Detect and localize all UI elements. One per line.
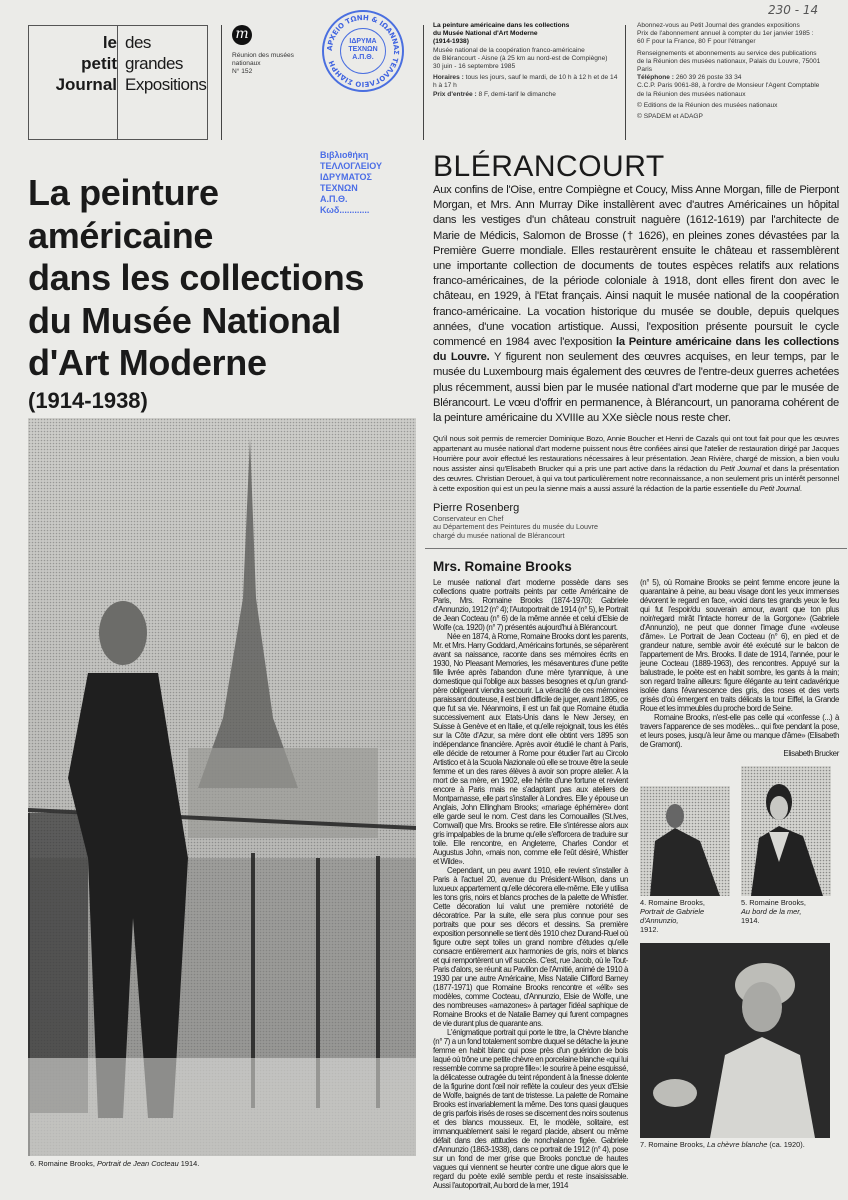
sub-line: C.C.P. Paris 9061-88, à l'ordre de Monsieur l'Agent Comptable — [637, 82, 820, 90]
article-columns — [433, 578, 839, 1190]
sub-line: Prix de l'abonnement annuel à compter du 1er janvier 1985 : — [637, 30, 814, 38]
exhibition-info — [433, 22, 621, 99]
caption-year: 1914. — [741, 916, 760, 926]
cocteau-portrait-image — [28, 418, 416, 1156]
dannunzio-portrait-image — [640, 786, 730, 896]
divider — [221, 25, 222, 140]
sub-line: Renseignements et abonnements au service des publications — [637, 49, 817, 57]
publisher-name: Réunion des musées nationaux — [232, 52, 294, 68]
title-line: dans les collections — [28, 257, 365, 298]
title-line: La peinture — [28, 172, 219, 213]
stamp-line: Α.Π.Θ. — [320, 194, 348, 204]
signature-line: au Département des Peintures du musée du Louvre — [433, 522, 599, 532]
article-paragraph: (n° 5), où Romaine Brooks se peint femme encore jeune la quarantaine à peine, au beau visage dont les yeux immenses dévorent le regard en face, «voici dans tes grands yeux le feu qui fut l'espoir/du souverain amour, avant que ton plus noir/regard mirât l'intacte horreur de la Gorgone» (Gabriele d'Annunzio), ne peut que donner l'image d'une «voleuse d'âme». Le Portrait de Jean Cocteau (n° 6), en pied et de grandeur nature, semble avoir été exécuté sur le balcon de l'appartement de Mrs. Brooks. Il date de 1914, l'année, pour le jeune Cocteau (1889-1963), des rencontres. Appuyé sur la balustrade, le poète est en habit sombre, les gants à la main; son regard traîne ailleurs: figure élégante au teint cadavérique isolée dans l'évanescence des gris, des roses et des verts grisés d'où émergent en traits délicats la tour Eiffel, la Grande Roue et les immeubles du proche bord de Seine. — [640, 578, 839, 714]
caption-num: 4. Romaine Brooks, — [640, 898, 705, 908]
price-label: Prix d'entrée : — [433, 90, 477, 98]
section-heading: BLÉRANCOURT — [433, 150, 665, 183]
info-title: La peinture américaine dans les collections — [433, 22, 570, 29]
info-price — [433, 91, 621, 99]
stamp-line: Βιβλιοθήκη — [320, 150, 369, 160]
signature-line: chargé du musée national de Blérancourt — [433, 530, 565, 540]
chevre-blanche-image — [640, 943, 830, 1138]
masthead-word: grandes — [125, 54, 183, 73]
painting-chevre-blanche — [640, 943, 830, 1138]
figure-caption-7 — [640, 1141, 839, 1150]
intro-paragraph — [433, 183, 839, 426]
sub-line: de la Réunion des musées nationaux, Palais du Louvre, 75001 — [637, 57, 821, 65]
stamp-line: Α.Π.Θ. — [352, 54, 374, 61]
stamp-line: ΤΕΧΝΩΝ — [348, 46, 378, 53]
sub-line: de la Réunion des musées nationaux — [637, 90, 746, 98]
self-portrait-image — [741, 766, 831, 896]
signature-line: Conservateur en Chef — [433, 513, 504, 523]
sub-line: 60 F pour la France, 80 F pour l'étranger — [637, 38, 756, 46]
thanks-text: et dans la présentation des œuvres. Christian Derouet, à qui va tout particulièrement notre reconnaissance, a non seulement pris un intérêt personnel à cette exposition qui est un peu la sienne mais a aussi assuré la rédaction de la partie essentielle du — [433, 463, 839, 493]
hours-text: tous les jours, sauf le mardi, de 10 h à 12 h et de 14 h à 17 h — [433, 74, 618, 90]
masthead-word: Journal — [55, 75, 117, 94]
article-column-2 — [640, 578, 839, 1150]
copyright: © SPADEM et ADAGP — [637, 113, 703, 121]
caption-num: 5. Romaine Brooks, — [741, 898, 806, 908]
svg-text:ΑΡΧΕΙΟ ΤΩΝΗ & ΙΩΑΝΝΑΣ ΤΕΛΛΟΓΛΕ: ΑΡΧΕΙΟ ΤΩΝΗ & ΙΩΑΝΝΑΣ ΤΕΛΛΟΓΛΕΙΟ ΣΙΔΗΡΗ — [325, 13, 401, 89]
thanks-text: . — [799, 483, 802, 493]
divider — [423, 25, 424, 140]
title-years: (1914-1938) — [28, 388, 148, 413]
painting-dannunzio — [640, 786, 730, 896]
caption-num: 6. Romaine Brooks, — [30, 1159, 97, 1168]
info-dates: 30 juin - 16 septembre 1985 — [433, 63, 516, 71]
stamp-line: ΙΔΡΥΜΑ — [349, 38, 377, 45]
figure-4 — [640, 786, 730, 935]
stamp-line: ΤΕΛΛΟΓΛΕΙΟΥ — [320, 161, 382, 171]
caption-year: 1912. — [640, 924, 659, 934]
section-divider — [425, 548, 847, 549]
title-line: du Musée National — [28, 299, 341, 341]
issue-number: N° 152 — [232, 68, 253, 76]
article-paragraph: Cependant, un peu avant 1910, elle revient s'installer à Paris à l'actuel 20, avenue du Président-Wilson, dans un luxueux appartement qu'elle décorera elle-même. Elle y utilisa les tons gris, noirs et blancs proches de la palette de Whistler. Cette décoration lui valut une première notoriété de décoratrice. Par la suite, elle sera plus connue pour ses portraits que pour ses décors et dessins. Sa première exposition personnelle se tient dès 1910 chez Durand-Ruel où figure outre sept toiles un grand nombre d'études qu'elle consacre entièrement aux harmonies de gris, noirs et blancs et qui remportèrent un vif succès. C'est, rue Jacob, où le Tout-Paris d'alors, se réunit au Pavillon de l'Amitié, animé de 1910 à 1930 par une autre Américaine, Miss Natalie Clifford Barney (1877-1971) que Romaine Brooks rencontre et «élit» ses modèles, comme Cocteau, d'Annunzio, Elsie de Wolfe, une des nombreuses «amazones» à partager l'idéal saphique de Romaine Brooks et de Natalie Barney qui furent compagnes de vie durant plus de quarante ans. — [433, 866, 628, 1029]
figure-caption-6 — [30, 1160, 199, 1169]
acknowledgements — [433, 434, 839, 493]
publisher-info — [232, 52, 317, 77]
sub-line: Paris — [637, 66, 653, 74]
article-paragraph: Romaine Brooks, n'est-elle pas celle qui «confesse (...) à travers l'apparence de ses modèles... qui fixe pendant la pose, et leurs poses, jusqu'à leur âme ou manque d'âme» (Elisabeth de Gramont). — [640, 713, 839, 750]
masthead-word: le — [102, 33, 117, 52]
signature-title — [433, 515, 839, 541]
figure-5 — [741, 766, 831, 935]
info-place: Musée national de la coopération franco-américaine — [433, 46, 585, 54]
article-paragraph: L'énigmatique portrait qui porte le titre, la Chèvre blanche (n° 7) a un fond totalement sombre duquel se détache la jeune femme en habit blanc qui pose près d'un guéridon de bois laqué où trône une petite chèvre en porcelaine blanche «qui lui ressemble comme sa propre fille»: le sourire à peine esquissé, la délicatesse outragée du teint répondent à la finesse dolente de la figurine dont l'œil noir reflète la couleur des yeux d'Elsie de Wolfe, baignés de tant de tristesse. La palette de Romaine Brooks est invariablement la même. Des tons quasi glauques de gris parfois irisés de roses se discernent des noirs soutenus et des blancs mousseux. Et, le modèle, solitaire, est immanquablement saisi le regard placide, absent ou même défait dans des attitudes de nonchalance figée. Gabriele d'Annunzio (1863-1938), dans ce portrait de 1912 (n° 4), pose sur un fond de mer grise que Brooks ponctue de hautes vagues qui viennent se heurter contre une digue alors que le regard du poète exilé semble perdu et reste insaisissable. Aussi l'autoportrait, Au bord de la mer, 1914 — [433, 1028, 628, 1191]
masthead-logo — [28, 25, 208, 140]
info-title: (1914-1938) — [433, 38, 469, 46]
masthead-divider — [117, 26, 118, 139]
caption-year: (ca. 1920). — [767, 1140, 805, 1150]
masthead-word: Expositions — [125, 75, 207, 94]
masthead-right — [125, 32, 206, 95]
title-line: américaine — [28, 214, 214, 256]
stamp-line: ΙΔΡΥΜΑΤΟΣ — [320, 172, 372, 182]
article-paragraph: Née en 1874, à Rome, Romaine Brooks dont les parents, Mr. et Mrs. Harry Goddard, Américains fortunés, se séparèrent avant sa naissance, raconte dans ses mémoires écrits en 1930, No Pleasant Memories, les mésaventures d'une petite fille livrée après l'abandon d'une mère tyrannique, à une domestique qui l'oblige aux basses besognes et qu'un grand-père obligeant viendra secourir. La véracité de ces mémoires paraissant douteuse, il est bien difficile de juger, avant 1895, ce que fut sa vie. Néanmoins, il est un fait que Romaine étudia successivement aux Etats-Unis dans le New Jersey, en Suisse à Genève et en Italie, et qu'elle rejoignait, tous les étés sur la Côte d'Azur, sa mère dont elle obtint vers 1895 son indépendance financière. Après avoir étudié le chant à Paris, elle décide de retourner à Rome pour étudier l'art au Circolo Artistico et à la Scuola Nazionale où elle se trouve être la seule femme et un des rares élèves à avoir son propre atelier. A la mort de sa mère, en 1902, elle hérite d'une fortune et revient encore à Paris mais ne s'adaptant pas aux ateliers de Montparnasse, elle part s'installer à Londres. Elle y épouse un Anglais, John Ellingham Brooks; «mariage éphémère» dont elle garde seul le nom. C'est dans les Cornouailles (St.Ives, Cornwall) que Mrs. Brooks se retire. Elle s'intéresse alors aux gris impalpables de la brume qu'elle s'efforcera de traduire sur toile. Elle rencontre, en Angleterre, Charles Condor et Augustus John, «mais non, comme elle l'eût désiré, Whistler et Wilde». — [433, 632, 628, 867]
painting-au-bord-de-la-mer — [741, 766, 831, 896]
handwritten-reference: 230 - 14 — [768, 3, 819, 17]
thanks-italic: Petit Journal — [759, 483, 800, 493]
subscription-info — [637, 22, 842, 121]
signature-name: Pierre Rosenberg — [433, 501, 520, 514]
stamp-ring-text — [322, 10, 404, 92]
caption-title: Portrait de Jean Cocteau — [96, 1159, 179, 1168]
intro-text: Aux confins de l'Oise, entre Compiègne et Coucy, Miss Anne Morgan, fille de Pierpont Morgan, et Mrs. Ann Murray Dike installèrent avec d'autres Américaines un hôpital dans les vestiges d'un château construit naguère (1612-1619) par l'architecte de Marie de Médicis, Salomon de Brosse († 1626), en pleines zones dévastées par la Première Guerre mondiale. Elles restaurèrent ensuite le château et rassemblèrent une importante collection de documents de toutes espèces relatifs aux relations franco-américaines, de la période coloniale à 1918, dont elles firent don avec le château, en 1929, à l'Etat français. Ainsi naquit le musée national de la coopération franco-américaine. La vocation historique du musée se double, depuis quelques années, d'une vocation artistique. Aussi, l'exposition présente poursuit le cycle commencé en 1984 avec l'exposition — [433, 184, 839, 349]
thanks-text: Qu'il nous soit permis de remercier Dominique Bozo, Annie Boucher et Henri de Cazals qui ont tout fait pour que les œuvres appartenant au musée national d'art moderne puissent nous être confiées ainsi que l'atelier de restauration dirigé par Jacques Hourrière pour avoir effectué les restaurations nécessaires à leur présentation. Jean Rivière, chargé de mission, a bien voulu nous assister ainsi qu'Elisabeth Brucker qui a pris une part active dans la rédaction du — [433, 434, 839, 473]
right-column — [433, 150, 839, 1190]
figure-7 — [640, 943, 839, 1150]
masthead-word: des — [125, 33, 151, 52]
figure-caption-5 — [741, 899, 831, 935]
article-column-1 — [433, 578, 628, 1190]
archive-stamp — [322, 10, 404, 92]
phone — [637, 74, 842, 82]
rmn-logo-icon: m — [232, 25, 252, 45]
painting-cocteau — [28, 418, 416, 1156]
hours-label: Horaires : — [433, 74, 464, 82]
page-title — [28, 172, 364, 385]
caption-title: Portrait de Gabriele d'Annunzio, — [640, 907, 705, 926]
title-line: d'Art Moderne — [28, 342, 267, 383]
divider — [625, 25, 626, 140]
price-text: 8 F, demi-tarif le dimanche — [476, 90, 556, 98]
info-place: de Blérancourt - Aisne (à 25 km au nord-est de Compiègne) — [433, 54, 608, 62]
info-title: du Musée National d'Art Moderne — [433, 30, 538, 38]
caption-num: 7. Romaine Brooks, — [640, 1140, 707, 1150]
masthead-word: petit — [81, 54, 117, 73]
article-heading: Mrs. Romaine Brooks — [433, 559, 572, 575]
phone-number: 260 39 26 poste 33 34 — [674, 74, 742, 82]
article-paragraph: Le musée national d'art moderne possède dans ses collections quatre portraits peints par cette Américaine de Paris, Mrs. Romaine Brooks (1874-1970): Gabriele d'Annunzio, 1912 (n° 4); l'Autoportrait de 1914 (n° 5), le Portrait de Jean Cocteau (n° 6) de la même année et celui d'Elsie de Wolfe (ca. 1920) (n° 7) présentés aujourd'hui à Blérancourt. — [433, 578, 628, 633]
article-column-2-text — [640, 578, 839, 758]
info-hours — [433, 74, 621, 90]
figure-caption-4 — [640, 899, 730, 935]
figure-row — [640, 766, 839, 935]
phone-label: Téléphone : — [637, 74, 674, 82]
intro-text: Y figurent non seulement des œuvres acquises, en leur temps, par le musée du Luxembourg mais également des œuvres de l'entre-deux guerres achetées plus récemment, aussi bien par le musée national d'art moderne que par le musée de Blérancourt. Le vœu d'offrir en permanence, à Blérancourt, un panorama cohérent de la peinture américaine du XVIIIe au XXe siècle nous reste cher. — [433, 351, 839, 425]
article-author: Elisabeth Brucker — [783, 749, 839, 759]
caption-year: 1914. — [178, 1159, 200, 1168]
stamp-line: ΤΕΧΝΩΝ — [320, 183, 358, 193]
copyright: © Editions de la Réunion des musées nationaux — [637, 101, 778, 109]
masthead-left — [29, 32, 117, 95]
caption-title: La chèvre blanche — [706, 1140, 768, 1150]
stamp-line: Κωδ............ — [320, 205, 370, 215]
intro-bold: la Peinture américaine dans les collections du Louvre. — [433, 336, 840, 364]
thanks-italic: Petit Journal — [720, 463, 762, 473]
caption-title: Au bord de la mer, — [741, 907, 802, 917]
sub-line: Abonnez-vous au Petit Journal des grandes expositions — [637, 22, 800, 29]
